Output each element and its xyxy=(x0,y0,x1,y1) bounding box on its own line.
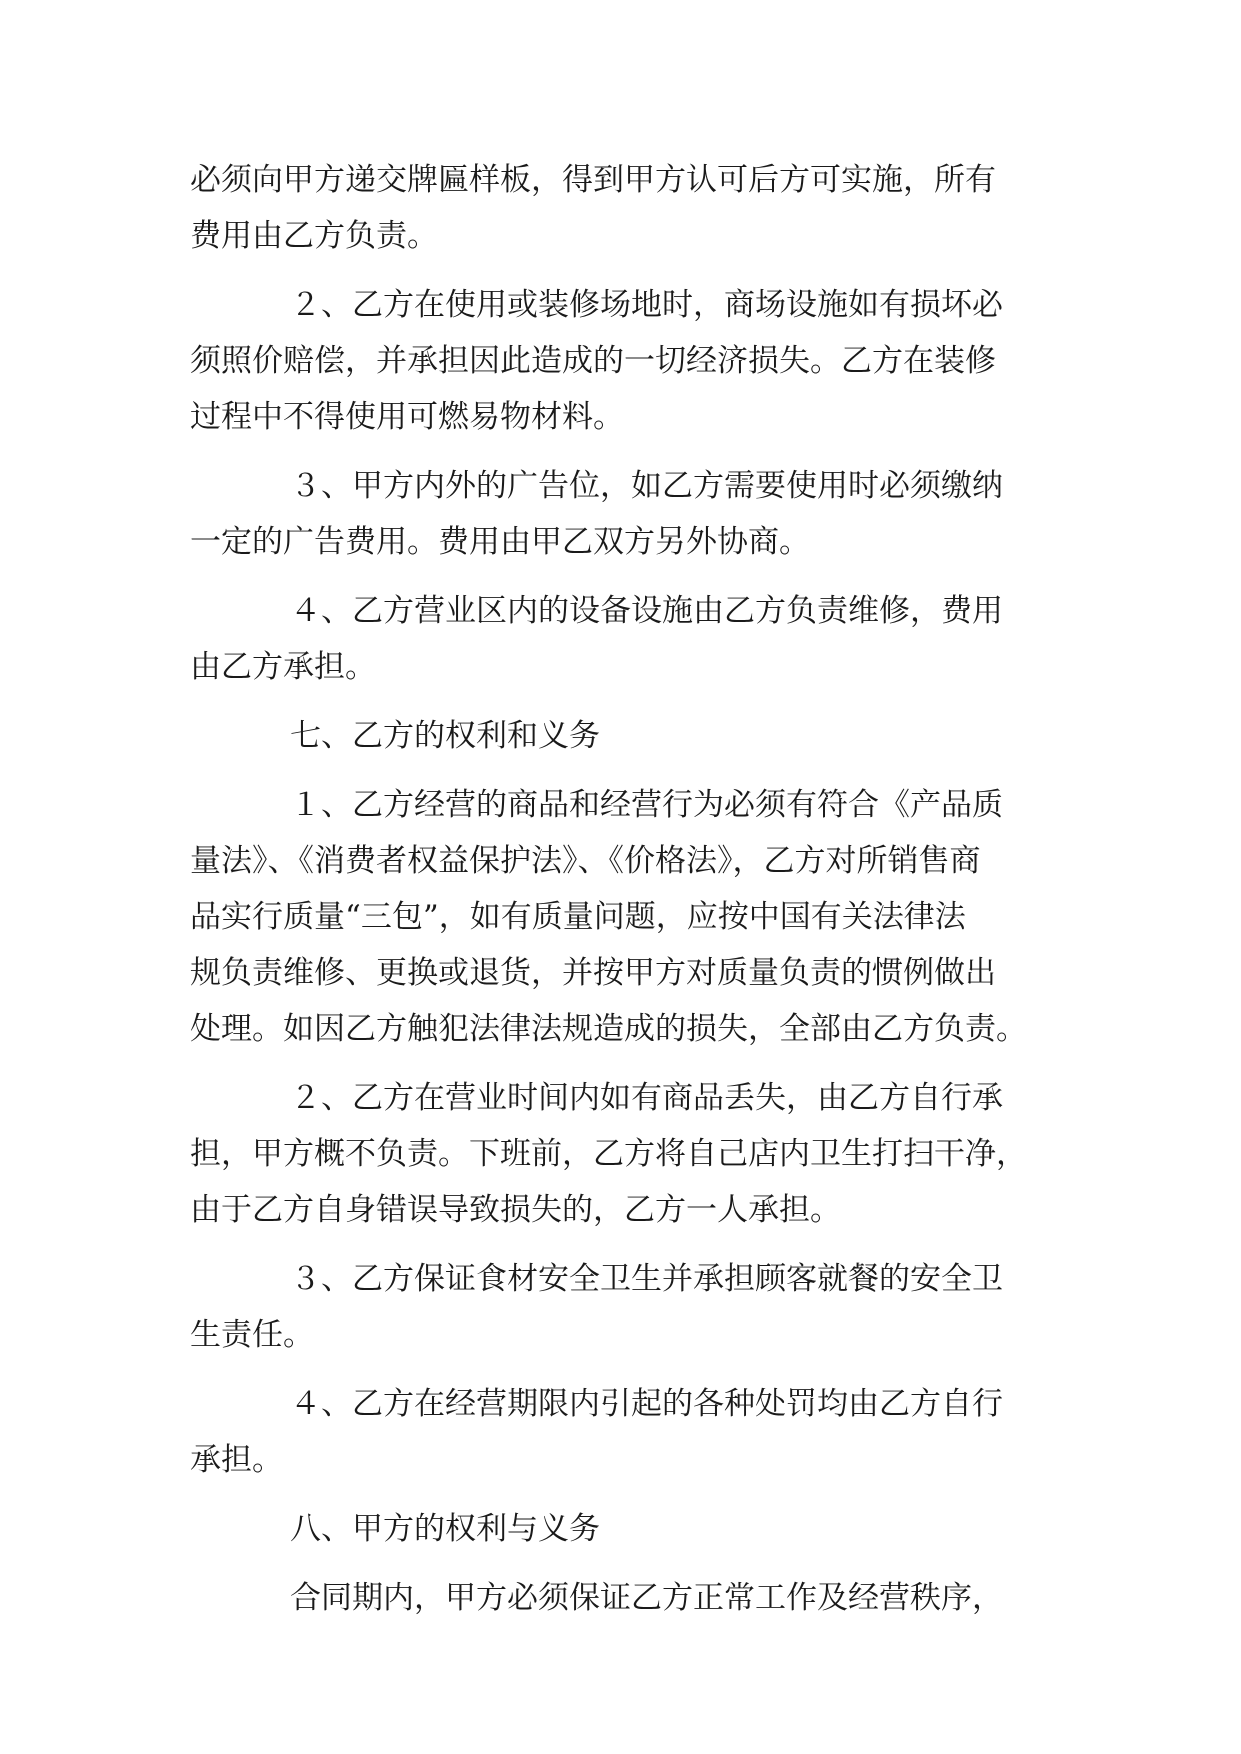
text-line: 量法》、《消费者权益保护法》、《价格法》，乙方对所销售商 xyxy=(190,843,981,879)
paragraph-spacing xyxy=(190,1488,1060,1501)
paragraph-spacing xyxy=(190,1057,1060,1070)
paragraph-spacing xyxy=(190,1238,1060,1251)
document-body xyxy=(190,152,1060,1626)
text-line: 费用由乙方负责。 xyxy=(190,218,438,254)
paragraph xyxy=(190,1070,1060,1238)
text-line: 规负责维修、更换或退货，并按甲方对质量负责的惯例做出 xyxy=(190,955,996,991)
text-line: １、乙方经营的商品和经营行为必须有符合《产品质 xyxy=(290,787,1003,823)
text-line: 承担。 xyxy=(190,1442,283,1478)
text-line: ３、甲方内外的广告位，如乙方需要使用时必须缴纳 xyxy=(290,468,1003,504)
text-line: 品实行质量“三包”，如有质量问题，应按中国有关法律法 xyxy=(190,899,966,935)
paragraph-spacing xyxy=(190,264,1060,277)
paragraph xyxy=(190,777,1060,1057)
paragraph xyxy=(190,708,1060,764)
paragraph xyxy=(190,1251,1060,1363)
paragraph xyxy=(190,152,1060,264)
text-line: 八、甲方的权利与义务 xyxy=(290,1511,600,1547)
text-line: ２、乙方在营业时间内如有商品丢失，由乙方自行承 xyxy=(290,1080,1003,1116)
paragraph-spacing xyxy=(190,1557,1060,1570)
text-line: ４、乙方营业区内的设备设施由乙方负责维修，费用 xyxy=(290,593,1003,629)
text-line: 七、乙方的权利和义务 xyxy=(290,718,600,754)
paragraph xyxy=(190,1501,1060,1557)
text-line: 一定的广告费用。费用由甲乙双方另外协商。 xyxy=(190,524,810,560)
paragraph xyxy=(190,1376,1060,1488)
text-line: 生责任。 xyxy=(190,1317,314,1353)
paragraph xyxy=(190,583,1060,695)
paragraph-spacing xyxy=(190,1363,1060,1376)
paragraph xyxy=(190,1570,1060,1626)
paragraph-spacing xyxy=(190,445,1060,458)
paragraph-spacing xyxy=(190,570,1060,583)
text-line: ３、乙方保证食材安全卫生并承担顾客就餐的安全卫 xyxy=(290,1261,1003,1297)
text-line: 由于乙方自身错误导致损失的，乙方一人承担。 xyxy=(190,1192,841,1228)
text-line: 须照价赔偿，并承担因此造成的一切经济损失。乙方在装修 xyxy=(190,343,996,379)
paragraph-spacing xyxy=(190,764,1060,777)
text-line: 由乙方承担。 xyxy=(190,649,376,685)
text-line: 必须向甲方递交牌匾样板，得到甲方认可后方可实施，所有 xyxy=(190,162,996,198)
paragraph-spacing xyxy=(190,695,1060,708)
text-line: 合同期内，甲方必须保证乙方正常工作及经营秩序， xyxy=(290,1580,1003,1616)
paragraph xyxy=(190,277,1060,445)
text-line: ４、乙方在经营期限内引起的各种处罚均由乙方自行 xyxy=(290,1386,1003,1422)
paragraph xyxy=(190,458,1060,570)
text-line: 过程中不得使用可燃易物材料。 xyxy=(190,399,624,435)
text-line: 处理。如因乙方触犯法律法规造成的损失，全部由乙方负责。 xyxy=(190,1011,1027,1047)
text-line: 担，甲方概不负责。下班前，乙方将自己店内卫生打扫干净， xyxy=(190,1136,1027,1172)
text-line: ２、乙方在使用或装修场地时，商场设施如有损坏必 xyxy=(290,287,1003,323)
